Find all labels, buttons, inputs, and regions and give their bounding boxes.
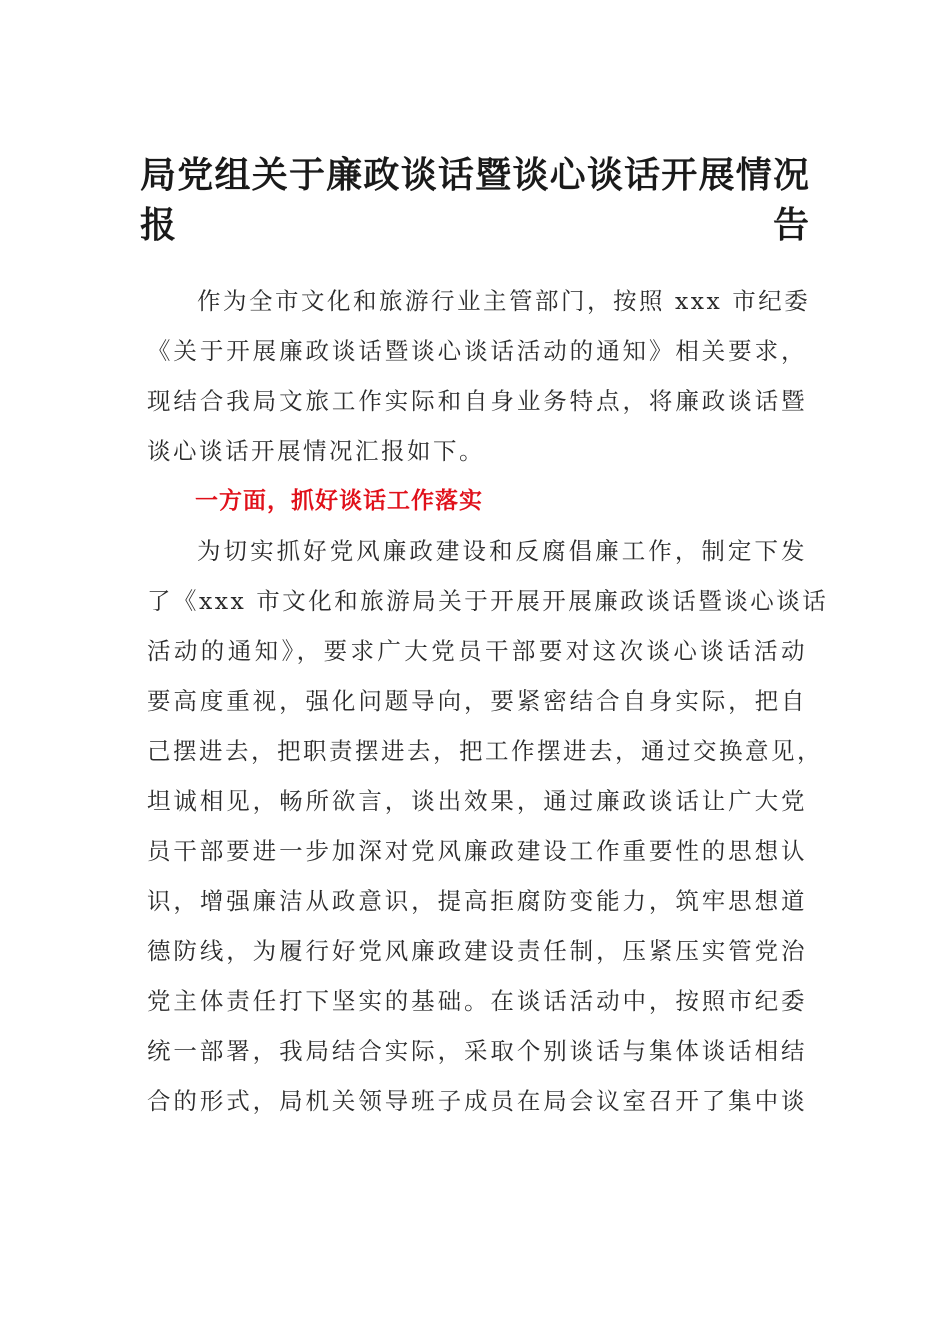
paragraph-intro — [147, 276, 811, 476]
paragraph-line: 谈心谈话开展情况汇报如下。 — [147, 437, 485, 465]
paragraph-line: 了《xxx 市文化和旅游局关于开展开展廉政谈话暨谈心谈话 — [147, 587, 829, 615]
paragraph-line: 为切实抓好党风廉政建设和反腐倡廉工作，制定下发 — [197, 537, 807, 565]
paragraph-line: 德防线，为履行好党风廉政建设责任制，压紧压实管党治 — [147, 937, 807, 965]
paragraph-line: 己摆进去，把职责摆进去，把工作摆进去，通过交换意见， — [147, 737, 823, 765]
paragraph-line: 《关于开展廉政谈话暨谈心谈话活动的通知》相关要求， — [147, 337, 807, 365]
title-line-2: 报告 — [140, 204, 810, 246]
section-heading: 一方面，抓好谈话工作落实 — [195, 488, 483, 514]
paragraph-line: 坦诚相见，畅所欲言，谈出效果，通过廉政谈话让广大党 — [147, 787, 807, 815]
document-body — [147, 276, 829, 1126]
paragraph-line: 合的形式，局机关领导班子成员在局会议室召开了集中谈 — [147, 1087, 807, 1115]
paragraph-line: 识，增强廉洁从政意识，提高拒腐防变能力，筑牢思想道 — [147, 887, 807, 915]
paragraph-line: 要高度重视，强化问题导向，要紧密结合自身实际，把自 — [147, 687, 807, 715]
paragraph-line: 活动的通知》，要求广大党员干部要对这次谈心谈话活动 — [147, 637, 807, 665]
paragraph-line: 党主体责任打下坚实的基础。在谈话活动中，按照市纪委 — [147, 987, 807, 1015]
paragraph-line: 作为全市文化和旅游行业主管部门，按照 xxx 市纪委 — [197, 287, 811, 315]
document-title — [140, 150, 810, 250]
paragraph-implementation — [147, 526, 829, 1126]
paragraph-line: 现结合我局文旅工作实际和自身业务特点，将廉政谈话暨 — [147, 387, 807, 415]
paragraph-line: 员干部要进一步加深对党风廉政建设工作重要性的思想认 — [147, 837, 807, 865]
paragraph-line: 统一部署，我局结合实际，采取个别谈话与集体谈话相结 — [147, 1037, 807, 1065]
title-line-1: 局党组关于廉政谈话暨谈心谈话开展情况 — [140, 154, 810, 196]
